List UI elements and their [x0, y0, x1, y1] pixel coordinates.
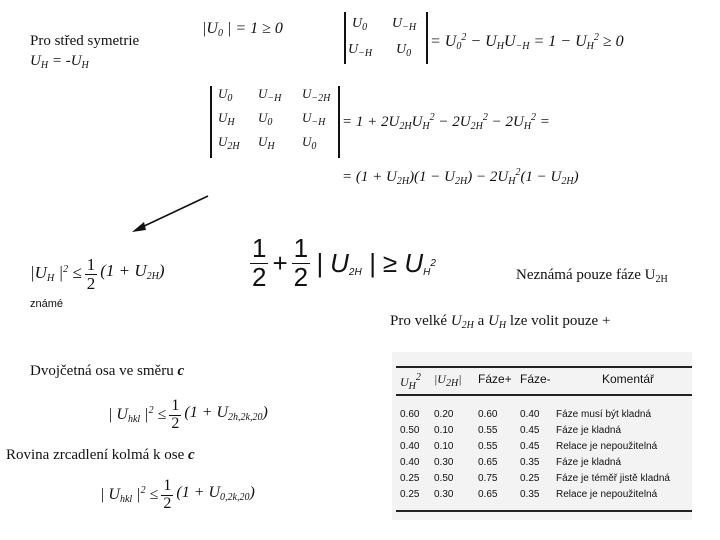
det2-m12: $U_{-H}$: [392, 16, 417, 33]
big-num1: 1: [252, 233, 267, 264]
table-cell: 0.75: [478, 473, 498, 484]
table-cell: 0.20: [434, 409, 454, 420]
big-num2: 1: [293, 233, 309, 264]
big-den2: 2: [293, 261, 309, 292]
twofold-den: 2: [171, 414, 180, 432]
table-cell: Relace je nepoužitelná: [556, 489, 658, 500]
eq-det-3x3: [208, 82, 628, 192]
twofold-num: 1: [171, 396, 180, 414]
big-den1: 2: [252, 261, 267, 292]
det3-cell-2-1: $U_H$: [258, 134, 275, 152]
table-cell: Fáze musí být kladná: [556, 409, 652, 420]
known-den: 2: [86, 273, 96, 293]
note-phase: Neznámá pouze fáze $U_{2H}$: [516, 267, 668, 285]
table-cell: 0.60: [400, 409, 420, 420]
table-cell: 0.25: [400, 473, 420, 484]
table-cell: 0.65: [478, 457, 498, 468]
twofold-rhs: $(1 + U_{2h,2k,20})$: [184, 403, 268, 423]
table-header-0: $U_H^2$: [400, 372, 421, 392]
table-cell: 0.10: [434, 441, 454, 452]
known-rhs: $(1 + U_{2H})$: [100, 261, 165, 282]
table-cell: 0.40: [400, 457, 420, 468]
table-cell: Fáze je téměř jistě kladná: [556, 473, 670, 484]
table-cell: 0.45: [520, 441, 540, 452]
det3-rhs2: = $(1 + U_{2H})(1 - U_{2H}) - 2U_H^2(1 - U_{2H})$: [342, 167, 579, 187]
det2-m11: $U_0$: [352, 16, 368, 33]
table-header-1: $|U_{2H}|$: [434, 372, 462, 389]
table-cell: 0.25: [520, 473, 540, 484]
mirror-rhs: $(1 + U_{0,2k,20})$: [176, 483, 255, 503]
symmetry-relation: $U_H = -U_H$: [30, 53, 89, 71]
det2-rhs: = $U_0^2 - U_HU_{-H} = 1 - U_H^2 \ge 0$: [430, 32, 624, 52]
table-cell: 0.35: [520, 489, 540, 500]
eq-twofold: [108, 392, 268, 438]
det2-m21: $U_{-H}$: [348, 42, 373, 59]
table-cell: Relace je nepoužitelná: [556, 441, 658, 452]
table-cell: 0.45: [520, 425, 540, 436]
twofold-label: Dvojčetná osa ve směru c: [30, 363, 185, 379]
symmetry-title: Pro střed symetrie: [30, 33, 140, 49]
det3-cell-2-0: $U_{2H}$: [218, 134, 240, 152]
table-cell: 0.50: [400, 425, 420, 436]
big-plus: +: [272, 247, 288, 278]
eq-det-2x2: [338, 8, 638, 68]
twofold-lhs: | $U_{hkl}$ $|^2$ ≤: [108, 404, 167, 425]
table-header-3: Fáze-: [520, 372, 551, 386]
table-cell: 0.35: [520, 457, 540, 468]
known-label: známé: [30, 298, 64, 310]
table-header-4: Komentář: [602, 372, 655, 386]
det3-cell-1-2: $U_{-H}$: [302, 110, 326, 128]
mirror-label: Rovina zrcadlení kolmá k ose c: [6, 447, 195, 463]
table-cell: 0.55: [478, 441, 498, 452]
big-body: | $U_{2H}$ | ≥ $U_H^2$: [316, 247, 436, 278]
det3-cell-2-2: $U_0$: [302, 134, 317, 152]
table-cell: 0.30: [434, 489, 454, 500]
eq-u0-norm: $|U_0$ | = 1 ≥ 0: [202, 20, 283, 39]
known-num: 1: [86, 254, 96, 274]
table-cell: Fáze je kladná: [556, 425, 622, 436]
note-large: Pro velké $U_{2H}$ a $U_H$ lze volit pouze +: [390, 313, 611, 331]
table-cell: 0.60: [478, 409, 498, 420]
det3-rhs1: = $1 + 2U_{2H}U_H^2 - 2U_{2H}^2 - 2U_H^2$ =: [342, 112, 550, 132]
eq-mirror: [100, 472, 255, 518]
table-cell: 0.55: [478, 425, 498, 436]
table-cell: Fáze je kladná: [556, 457, 622, 468]
table-cell: 0.50: [434, 473, 454, 484]
det2-m22: $U_0$: [396, 42, 412, 59]
mirror-den: 2: [163, 494, 172, 512]
det3-cell-1-0: $U_H$: [218, 110, 235, 128]
arrow-icon: [120, 190, 220, 240]
table-cell: 0.40: [400, 441, 420, 452]
table-cell: 0.25: [400, 489, 420, 500]
table-cell: 0.40: [520, 409, 540, 420]
eq-big: [250, 228, 436, 298]
table-cell: 0.10: [434, 425, 454, 436]
table-header-2: Fáze+: [478, 372, 512, 386]
det3-cell-1-1: $U_0$: [258, 110, 273, 128]
phase-table: [392, 352, 692, 520]
known-lhs: $|U_H$ $|^2$ ≤: [30, 262, 82, 284]
det3-cell-0-2: $U_{-2H}$: [302, 86, 331, 104]
table-cell: 0.30: [434, 457, 454, 468]
mirror-lhs: | $U_{hkl}$ $|^2$ ≤: [100, 484, 159, 505]
det3-cell-0-0: $U_0$: [218, 86, 233, 104]
eq-known: [30, 250, 165, 298]
table-cell: 0.65: [478, 489, 498, 500]
mirror-num: 1: [163, 476, 172, 494]
det3-cell-0-1: $U_{-H}$: [258, 86, 282, 104]
